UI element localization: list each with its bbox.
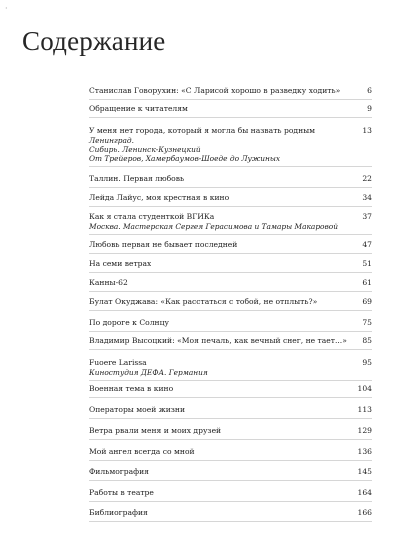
divider	[89, 460, 372, 461]
divider	[89, 521, 372, 522]
toc-entry	[89, 508, 372, 522]
toc-entry-title: Обращение к читателям	[89, 104, 188, 113]
toc-entry-page: 136	[357, 447, 372, 456]
toc-subentry: Киностудия ДЕФА. Германия	[89, 368, 208, 377]
toc-entry-page: 13	[362, 126, 372, 135]
toc-entry-title: Операторы моей жизни	[89, 405, 186, 414]
toc-entry-title: Станислав Говорухин: «С Ларисой хорошо в разведку ходить»	[89, 86, 341, 95]
divider	[89, 331, 372, 332]
toc-entry	[89, 488, 372, 502]
divider	[89, 349, 372, 350]
toc-entry-page: 129	[357, 426, 372, 435]
divider	[89, 99, 372, 100]
toc-entry-title: У меня нет города, который я могла бы назвать родным	[89, 126, 316, 135]
toc-entry-title: Канны-62	[89, 278, 128, 287]
page-title: Содержание	[22, 26, 166, 56]
toc-entry	[89, 193, 372, 207]
toc-entry-title: Библиография	[89, 508, 148, 517]
toc-entry-title: Как я стала студенткой ВГИКа	[89, 212, 215, 221]
toc-entry	[89, 467, 372, 481]
toc-entry-page: 113	[357, 405, 372, 414]
toc-entry	[89, 104, 372, 118]
toc-entry-page: 69	[362, 297, 372, 306]
toc-entry-title: Работы в театре	[89, 488, 154, 497]
toc-entry-page: 22	[362, 174, 372, 183]
divider	[89, 480, 372, 481]
toc-entry-page: 164	[357, 488, 372, 497]
divider	[89, 166, 372, 167]
divider	[89, 187, 372, 188]
toc-entry	[89, 212, 372, 235]
toc-entry	[89, 259, 372, 273]
toc-entry	[89, 278, 372, 292]
toc-entry	[89, 126, 372, 167]
toc-entry	[89, 384, 372, 398]
toc-entry	[89, 447, 372, 461]
divider	[89, 310, 372, 311]
toc-entry-title: Военная тема в кино	[89, 384, 174, 393]
toc-entry-page: 51	[362, 259, 372, 268]
toc-entry-title: Fuoere Larissa	[89, 358, 147, 367]
corner-mark: ·	[5, 4, 8, 13]
divider	[89, 253, 372, 254]
divider	[89, 501, 372, 502]
divider	[89, 380, 372, 381]
toc-entry-title: Фильмография	[89, 467, 149, 476]
toc-entry-page: 34	[362, 193, 372, 202]
divider	[89, 206, 372, 207]
toc-entry	[89, 405, 372, 419]
divider	[89, 291, 372, 292]
divider	[89, 418, 372, 419]
toc-entry-title: Ветра рвали меня и моих друзей	[89, 426, 222, 435]
toc-entry	[89, 86, 372, 100]
toc-entry-title: Любовь первая не бывает последней	[89, 240, 238, 249]
toc-entry-page: 104	[357, 384, 372, 393]
toc-entry-page: 145	[357, 467, 372, 476]
toc-subentry: Москва. Мастерская Сергея Герасимова и Тамары Макаровой	[89, 222, 339, 231]
toc-entry-title: Владимир Высоцкий: «Моя печаль, как вечный снег, не тает...»	[89, 336, 347, 345]
divider	[89, 234, 372, 235]
toc-entry	[89, 358, 372, 381]
toc-entry	[89, 174, 372, 188]
toc-entry-page: 47	[362, 240, 372, 249]
toc-entry	[89, 426, 372, 440]
divider	[89, 439, 372, 440]
toc-entry-page: 9	[367, 104, 372, 113]
toc-entry-title: Мой ангел всегда со мной	[89, 447, 195, 456]
toc-entry-page: 95	[362, 358, 372, 367]
toc-entry-title: На семи ветрах	[89, 259, 152, 268]
toc-entry	[89, 297, 372, 311]
toc-subentry: Сибирь. Ленинск-Кузнецкий	[89, 145, 201, 154]
toc-entry-title: Лейда Лайус, моя крестная в кино	[89, 193, 230, 202]
toc-entry-title: По дороге к Солнцу	[89, 318, 169, 327]
toc-entry-title: Булат Окуджава: «Как расстаться с тобой, не отплыть?»	[89, 297, 318, 306]
toc-entry-page: 166	[357, 508, 372, 517]
divider	[89, 397, 372, 398]
divider	[89, 272, 372, 273]
toc-entry-page: 37	[362, 212, 372, 221]
toc-entry-page: 85	[362, 336, 372, 345]
toc-entry	[89, 318, 372, 332]
toc-entry-page: 61	[362, 278, 372, 287]
divider	[89, 117, 372, 118]
toc-entry-title: Таллин. Первая любовь	[89, 174, 185, 183]
toc-subentry: От Трейеров, Хамербаумов-Шоеде до Лужиных	[89, 154, 281, 163]
toc-entry-page: 75	[362, 318, 372, 327]
toc-entry-page: 6	[367, 86, 372, 95]
toc-entry	[89, 336, 372, 350]
toc-subentry: Ленинград.	[89, 136, 134, 145]
toc-entry	[89, 240, 372, 254]
